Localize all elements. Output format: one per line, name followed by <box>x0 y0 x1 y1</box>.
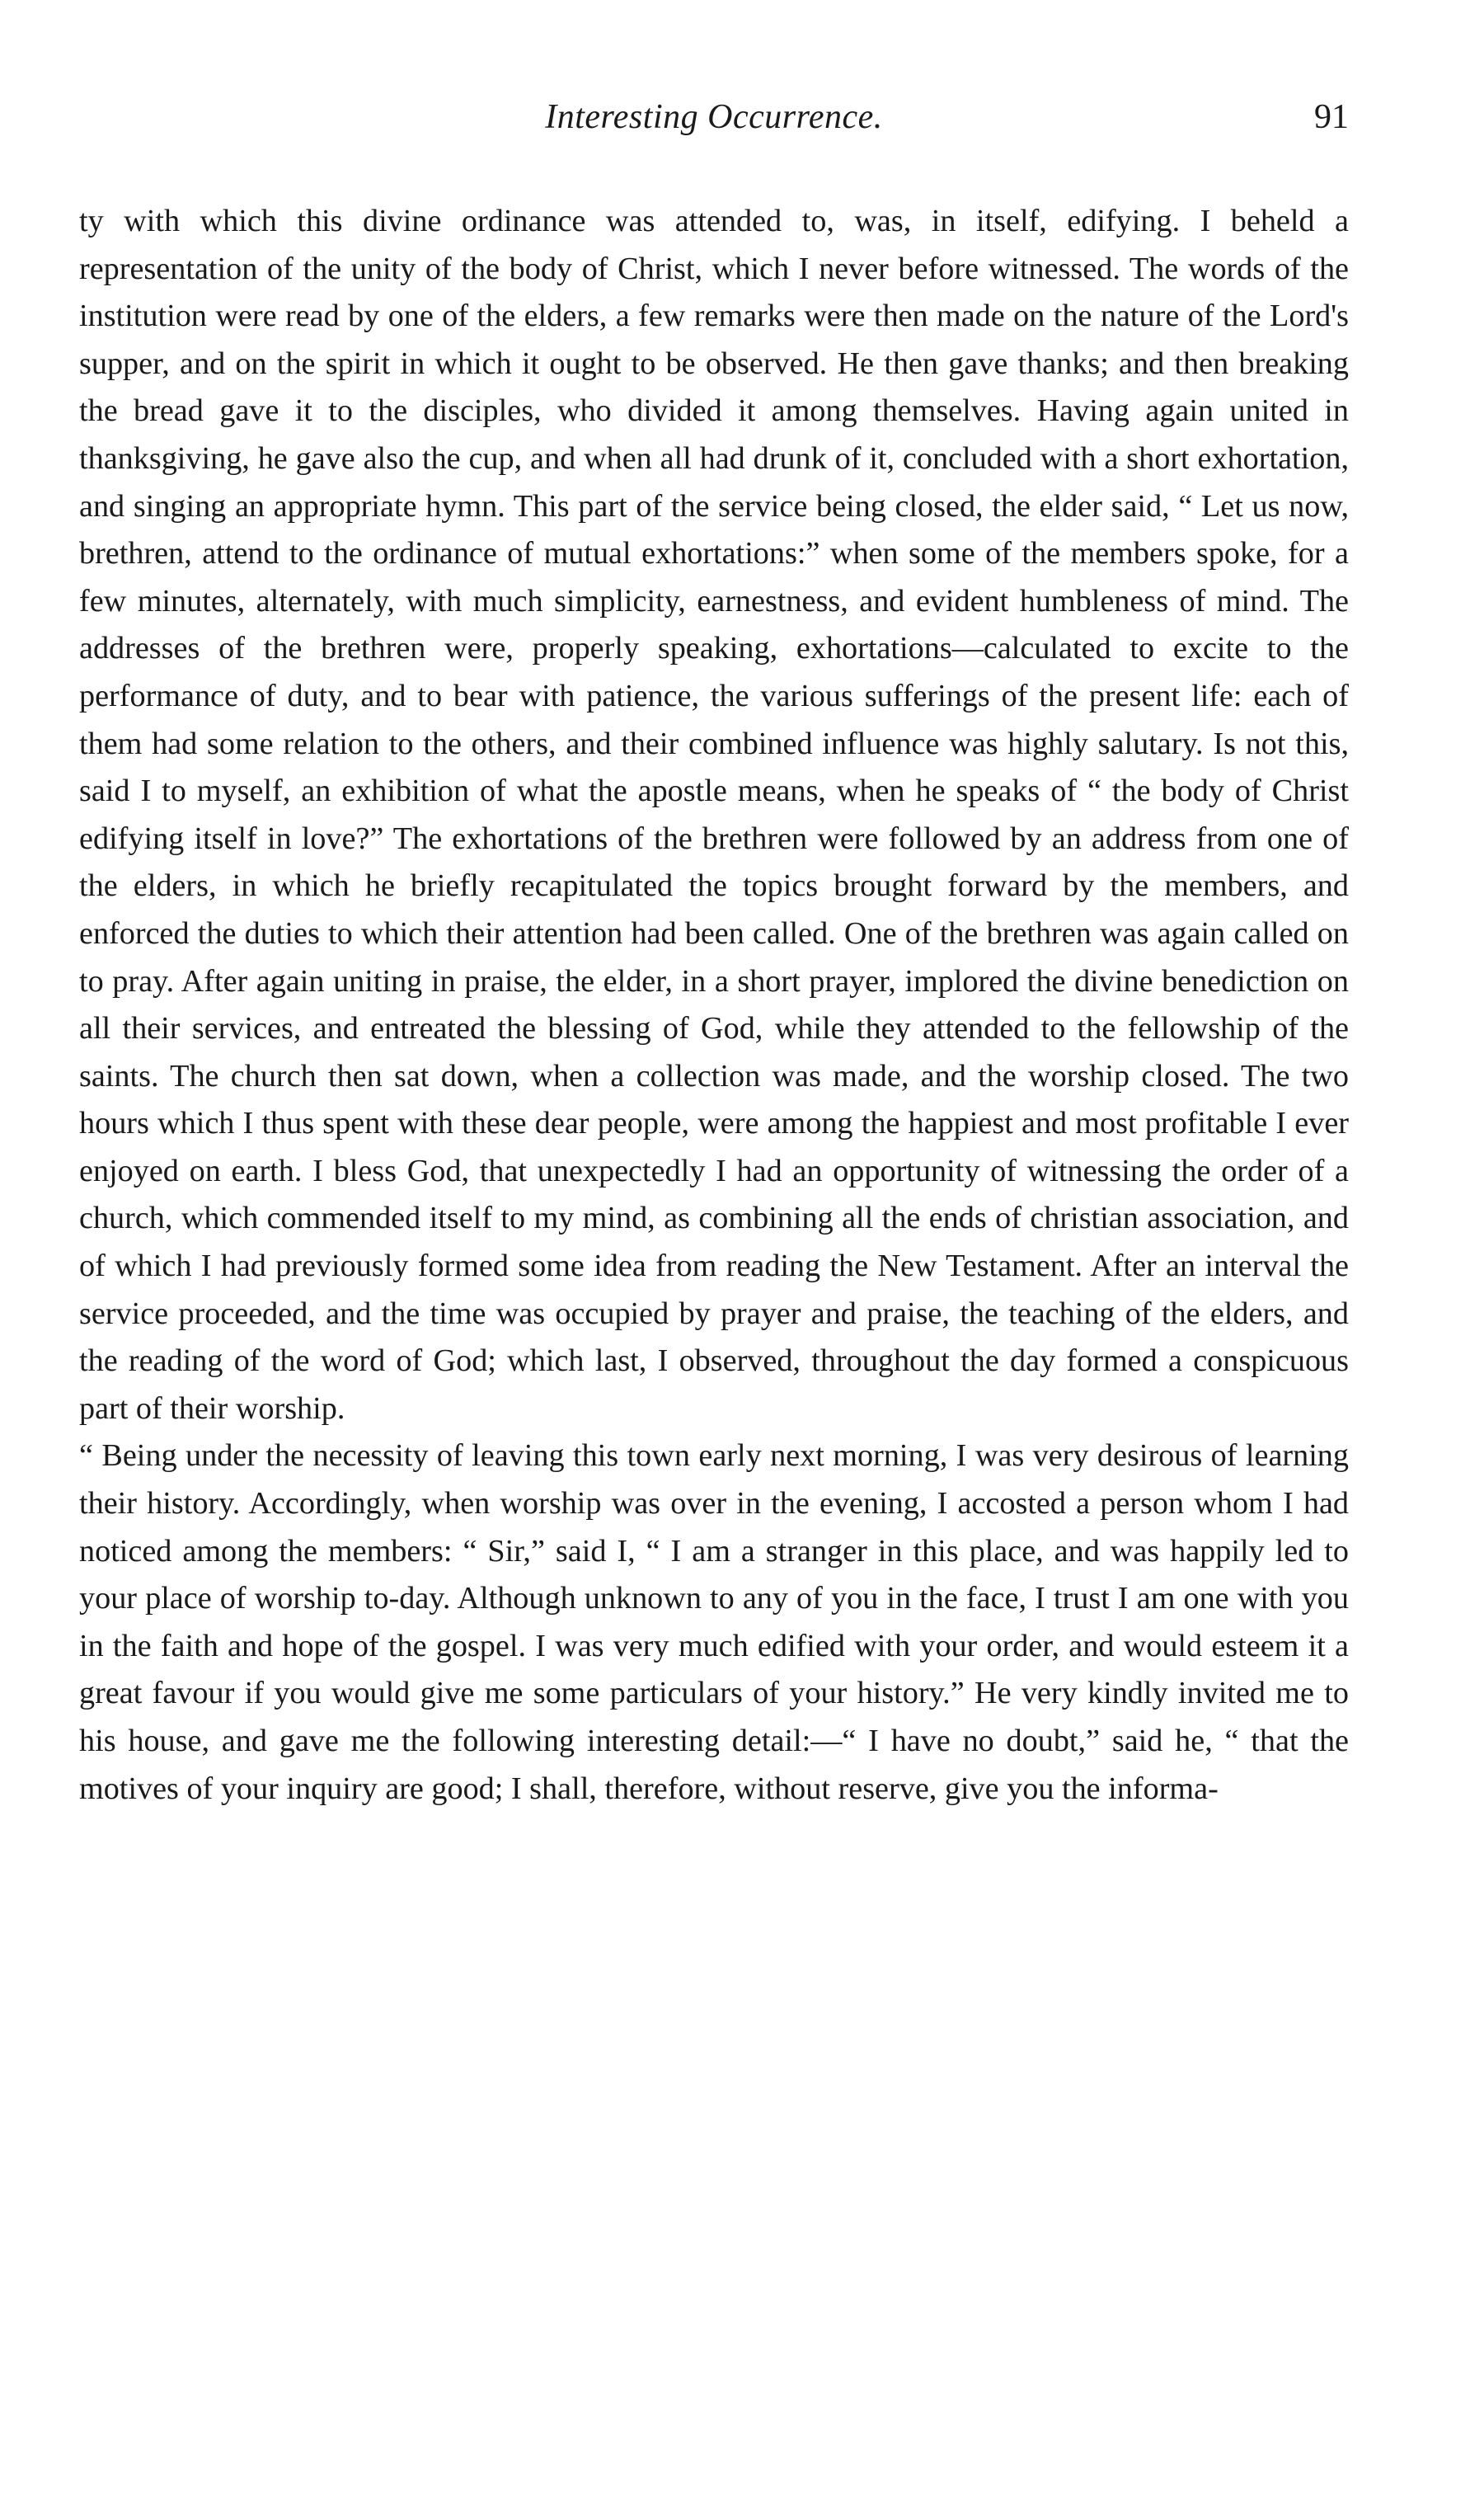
running-header <box>79 97 1349 155</box>
page-number: 91 <box>1314 98 1349 136</box>
paragraph-continuation: ty with which this divine ordinance was attended to, was, in itself, edifying. I beheld a representation of the unity of the body of Christ, which I never before witnessed. The words of the institution were read by one of the elders, a few remarks were then made on the nature of the Lord's supper, and on the spirit in which it ought to be observed. He then gave thanks; and then breaking the bread gave it to the disciples, who divided it among themselves. Having again united in thanksgiving, he gave also the cup, and when all had drunk of it, concluded with a short exhortation, and singing an appropriate hymn. This part of the service being closed, the elder said, “ Let us now, brethren, attend to the ordinance of mutual exhortations:” when some of the members spoke, for a few minutes, alternately, with much simplicity, earnestness, and evident humbleness of mind. The addresses of the brethren were, properly speaking, exhortations—calculated to excite to the performance of duty, and to bear with patience, the various sufferings of the present life: each of them had some relation to the others, and their combined influence was highly salutary. Is not this, said I to myself, an exhibition of what the apostle means, when he speaks of “ the body of Christ edifying itself in love?” The exhortations of the brethren were followed by an address from one of the elders, in which he briefly recapitulated the topics brought forward by the members, and enforced the duties to which their attention had been called. One of the brethren was again called on to pray. After again uniting in praise, the elder, in a short prayer, implored the divine benediction on all their services, and entreated the blessing of God, while they attended to the fellowship of the saints. The church then sat down, when a collection was made, and the worship closed. The two hours which I thus spent with these dear people, were among the happiest and most profitable I ever enjoyed on earth. I bless God, that unexpectedly I had an opportunity of witnessing the order of a church, which commended itself to my mind, as combining all the ends of christian association, and of which I had previously formed some idea from reading the New Testament. After an interval the service proceeded, and the time was occupied by prayer and praise, the teaching of the elders, and the reading of the word of God; which last, I observed, throughout the day formed a conspicuous part of their worship. <box>79 204 1349 1426</box>
body-text <box>79 198 1349 1813</box>
running-title: Interesting Occurrence. <box>545 98 883 136</box>
paragraph: “ Being under the necessity of leaving this town early next morning, I was very desirous of learning their history. Accordingly, when worship was over in the evening, I accosted a person whom I had noticed among the members: “ Sir,” said I, “ I am a stranger in this place, and was happily led to your place of worship to-day. Although unknown to any of you in the face, I trust I am one with you in the faith and hope of the gospel. I was very much edified with your order, and would esteem it a great favour if you would give me some particulars of your history.” He very kindly invited me to his house, and gave me the following interesting detail:—“ I have no doubt,” said he, “ that the motives of your inquiry are good; I shall, therefore, without reserve, give you the informa- <box>79 1438 1349 1806</box>
book-page <box>79 97 1349 1813</box>
